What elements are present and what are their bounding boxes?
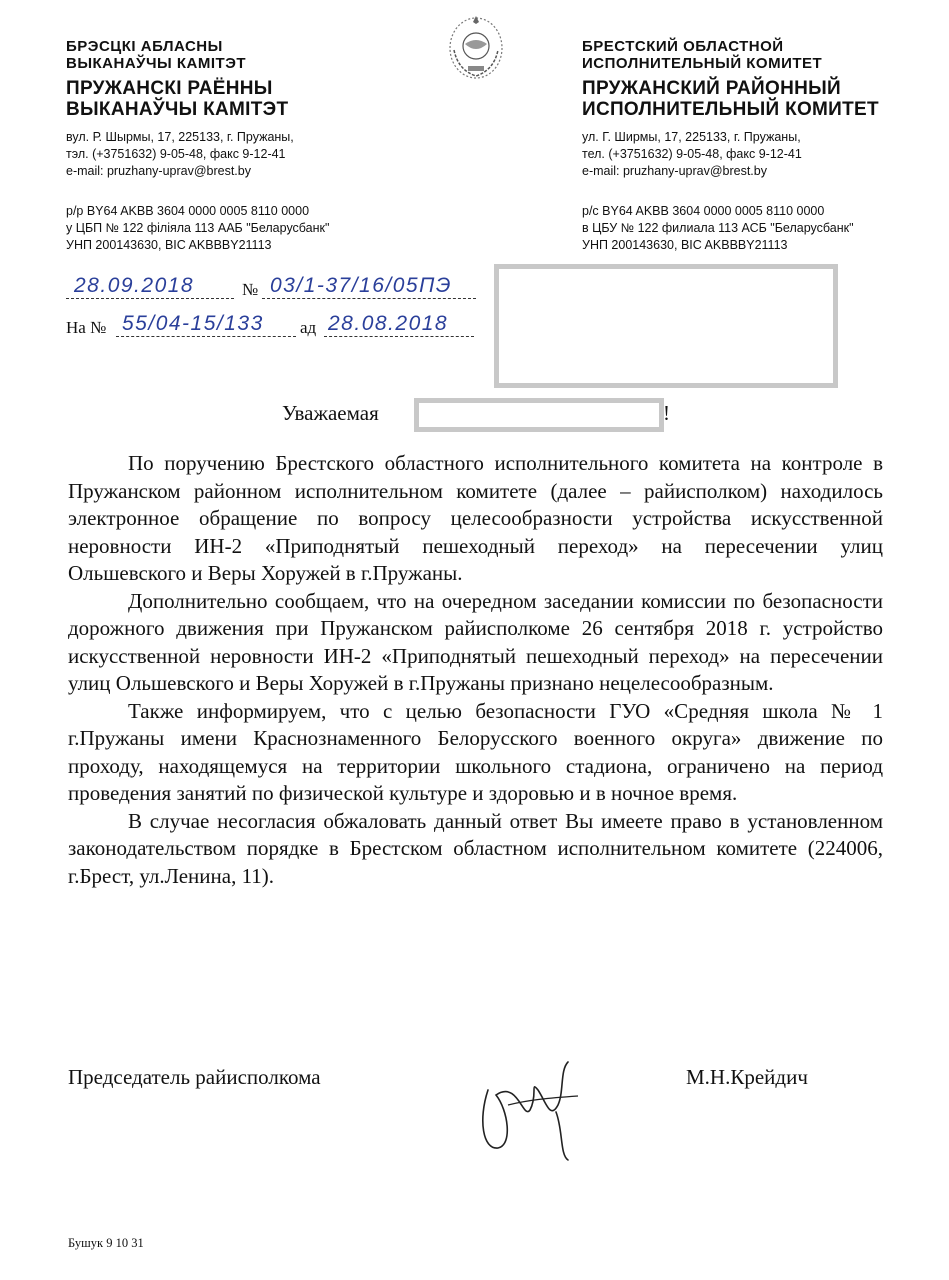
right-bank-branch: в ЦБУ № 122 филиала 113 АСБ "Беларусбанк" (582, 221, 854, 235)
outgoing-number-underline (262, 298, 476, 299)
handwritten-signature (468, 1050, 598, 1165)
right-contact (582, 129, 912, 180)
incoming-date: 28.08.2018 (328, 312, 449, 335)
signatory-name: М.Н.Крейдич (686, 1065, 808, 1089)
right-contact-phone: тел. (+3751632) 9-05-48, факс 9-12-41 (582, 147, 802, 161)
left-region-line-1: БРЭСЦКІ АБЛАСНЫ (66, 38, 223, 55)
outgoing-date: 28.09.2018 (74, 274, 195, 297)
left-region-line-2: ВЫКАНАЎЧЫ КАМІТЭТ (66, 55, 247, 72)
left-region-title (66, 38, 396, 72)
outgoing-number-label: № (242, 280, 259, 299)
signatory-position: Председатель райисполкома (68, 1065, 321, 1089)
incoming-date-underline (324, 336, 474, 337)
left-bank-account: р/р BY64 AKBB 3604 0000 0005 8110 0000 (66, 204, 310, 218)
greeting-exclamation: ! (663, 401, 670, 425)
header-right (582, 38, 912, 254)
paragraph-1-text: По поручению Брестского областного исполнительного комитета на контроле в Пружанском районном исполнительном комитете (далее – райисполком) находилось электронное обращение по вопросу целесообразности устройства искусственной неровности ИН-2 «Приподнятый пешеходный переход» на пересечении улиц Ольшевского и Веры Хоружей в г.Пружаны. (68, 451, 883, 585)
paragraph-4-text: В случае несогласия обжаловать данный ответ Вы имеете право в установленном законодательством порядке в Брестском областном исполнительном комитете (224006, г.Брест, ул.Ленина, 11). (68, 808, 883, 888)
right-district-title (582, 78, 912, 120)
incoming-number: 55/04-15/133 (122, 312, 264, 335)
left-contact-email: e-mail: pruzhany-uprav@brest.by (66, 164, 251, 178)
letter-body (68, 450, 883, 890)
right-contact-address: ул. Г. Ширмы, 17, 225133, г. Пружаны, (582, 130, 801, 144)
executor-note: Бушук 9 10 31 (68, 1236, 144, 1250)
redacted-recipient-name (414, 398, 664, 432)
incoming-reference (66, 314, 486, 340)
left-contact-address: вул. Р. Шырмы, 17, 225133, г. Пружаны, (66, 130, 294, 144)
right-bank-unp: УНП 200143630, BIC AKBBBY21113 (582, 238, 788, 252)
incoming-number-underline (116, 336, 296, 337)
outgoing-number: 03/1-37/16/05ПЭ (270, 274, 452, 297)
paragraph-3 (68, 698, 883, 808)
greeting: Уважаемая (282, 401, 379, 425)
left-contact (66, 129, 396, 180)
paragraph-2-text: Дополнительно сообщаем, что на очередном заседании комиссии по безопасности дорожного движения при Пружанском райисполкоме 26 сентября 2018 г. устройство искусственной неровности ИН-2 «Приподнятый пешеходный переход» на пересечении улиц Ольшевского и Веры Хоружей в г.Пружаны признано нецелесообразным. (68, 588, 883, 695)
right-region-line-2: ИСПОЛНИТЕЛЬНЫЙ КОМИТЕТ (582, 55, 823, 72)
outgoing-reference (66, 276, 486, 302)
incoming-date-label: ад (300, 318, 317, 337)
outgoing-date-underline (66, 298, 234, 299)
left-bank-branch: у ЦБП № 122 філіяла 113 ААБ "Беларусбанк" (66, 221, 330, 235)
left-district-line-2: ВЫКАНАЎЧЫ КАМІТЭТ (66, 99, 289, 120)
header-left (66, 38, 396, 254)
left-district-line-1: ПРУЖАНСКІ РАЁННЫ (66, 78, 273, 99)
left-district-title (66, 78, 396, 120)
paragraph-2 (68, 588, 883, 698)
state-emblem-icon (446, 10, 506, 84)
right-contact-email: e-mail: pruzhany-uprav@brest.by (582, 164, 767, 178)
left-bank (66, 203, 396, 254)
right-bank (582, 203, 912, 254)
right-region-title (582, 38, 912, 72)
redacted-recipient-address (494, 264, 838, 388)
left-contact-phone: тэл. (+3751632) 9-05-48, факс 9-12-41 (66, 147, 286, 161)
right-district-line-1: ПРУЖАНСКИЙ РАЙОННЫЙ (582, 78, 841, 99)
left-bank-unp: УНП 200143630, BIC AKBBBY21113 (66, 238, 272, 252)
paragraph-4 (68, 808, 883, 891)
paragraph-3-text: Также информируем, что с целью безопасности ГУО «Средняя школа № 1 г.Пружаны имени Краснознаменного Белорусского военного округа» движение по проходу, находящемуся на территории школьного стадиона, ограничено на период проведения занятий по физической культуре и здоровью и в ночное время. (68, 698, 883, 805)
right-district-line-2: ИСПОЛНИТЕЛЬНЫЙ КОМИТЕТ (582, 99, 879, 120)
right-bank-account: р/с BY64 AKBB 3604 0000 0005 8110 0000 (582, 204, 825, 218)
right-region-line-1: БРЕСТСКИЙ ОБЛАСТНОЙ (582, 38, 784, 55)
incoming-number-label: На № (66, 318, 107, 337)
paragraph-1 (68, 450, 883, 588)
